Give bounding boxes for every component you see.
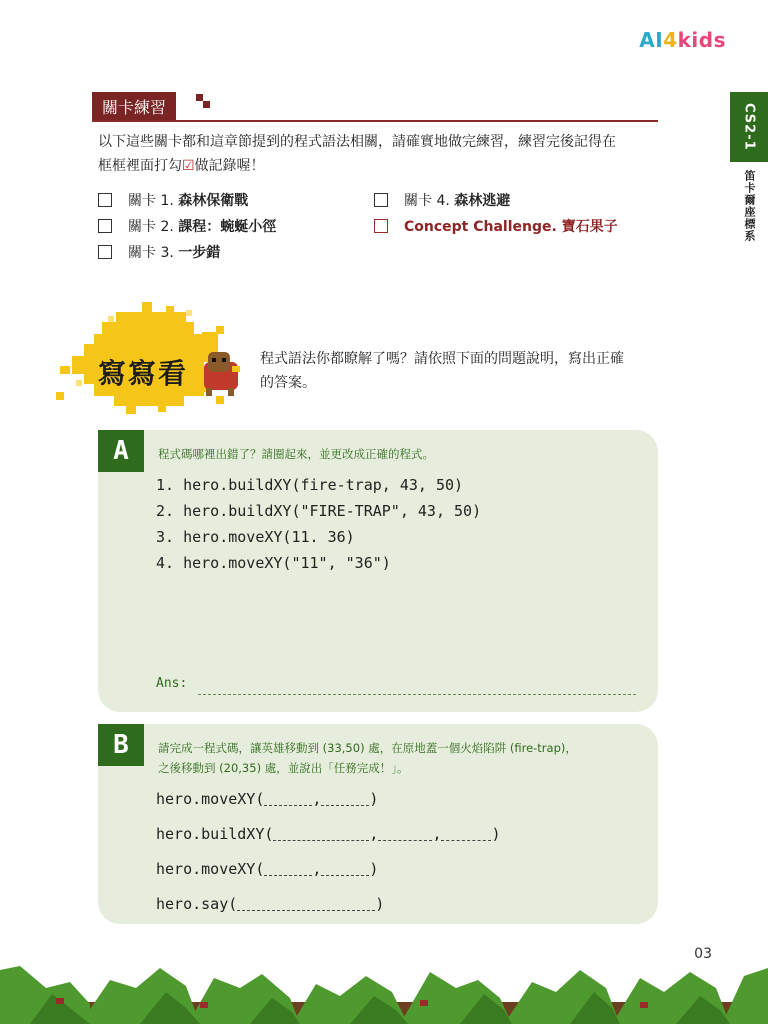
code-line: 2. hero.buildXY("FIRE-TRAP", 43, 50) <box>156 502 482 520</box>
exercise-card-b <box>98 724 658 924</box>
checkmark-icon: ☑ <box>182 158 195 174</box>
card-b-tag: B <box>98 724 144 766</box>
blank-field[interactable] <box>264 860 312 876</box>
answer-label: Ans: <box>156 676 188 691</box>
answer-line[interactable] <box>198 694 636 695</box>
chapter-code-box <box>730 92 768 162</box>
code-line-say: hero.say( ) <box>156 895 385 913</box>
blank-field[interactable] <box>441 825 491 841</box>
blank-field[interactable] <box>264 790 312 806</box>
forest-border-icon <box>0 958 768 1024</box>
checkbox[interactable] <box>98 245 112 259</box>
blank-field[interactable] <box>378 825 432 841</box>
list-item[interactable] <box>374 190 510 210</box>
chapter-code: CS2-1 <box>741 103 757 151</box>
checkbox[interactable] <box>98 193 112 207</box>
code-line: 4. hero.moveXY("11", "36") <box>156 554 391 572</box>
level-prefix: 關卡 1. <box>128 193 174 209</box>
page-number: 03 <box>694 946 712 962</box>
pixel-decoration-icon <box>196 94 210 108</box>
level-name: Concept Challenge. 寶石果子 <box>404 219 618 235</box>
write-instructions <box>260 347 664 395</box>
checkbox[interactable] <box>374 193 388 207</box>
instructions-text <box>98 130 664 178</box>
level-prefix: 關卡 3. <box>128 245 174 261</box>
code-line-build: hero.buildXY( , , ) <box>156 825 501 843</box>
card-b-question-line-1: 請完成一程式碼，讓英雄移動到 (33,50) 處，在原地蓋一個火焰陷阱 (fire-trap)， <box>158 741 577 755</box>
instructions-line-1: 以下這些關卡都和這章節提到的程式語法相關，請確實地做完練習，練習完後記得在 <box>98 134 616 150</box>
logo-ai: AI <box>639 28 664 52</box>
card-b-question-line-2: 之後移動到 (20,35) 處，並說出「任務完成！」。 <box>158 761 409 775</box>
level-name: 一步錯 <box>178 245 221 261</box>
blank-field[interactable] <box>321 860 369 876</box>
card-a-question: 程式碼哪裡出錯了？請圈起來，並更改成正確的程式。 <box>158 447 434 461</box>
ai4kids-logo <box>639 28 726 52</box>
level-prefix: 關卡 2. <box>128 219 174 235</box>
card-a-code <box>156 472 481 576</box>
level-name: 森林逃避 <box>454 193 511 209</box>
exercise-card-a <box>98 430 658 712</box>
chapter-title: 笛卡爾座標系 <box>743 170 756 242</box>
card-b-question <box>158 738 646 778</box>
list-item[interactable] <box>374 216 618 236</box>
code-line: 3. hero.moveXY(11. 36) <box>156 528 355 546</box>
chapter-side-tab <box>730 92 768 242</box>
logo-4: 4 <box>663 28 678 52</box>
list-item[interactable] <box>98 190 248 210</box>
write-line-2: 的答案。 <box>260 375 316 391</box>
instructions-line-2: 框框裡面打勾☑做記錄喔！ <box>98 158 265 174</box>
logo-kids: kids <box>677 28 726 52</box>
code-line-move-2: hero.moveXY( , ) <box>156 860 379 878</box>
card-b-code <box>156 786 501 926</box>
code-line-move-1: hero.moveXY( , ) <box>156 790 379 808</box>
level-prefix: 關卡 4. <box>404 193 450 209</box>
write-line-1: 程式語法你都瞭解了嗎？請依照下面的問題說明，寫出正確 <box>260 351 624 367</box>
checkbox[interactable] <box>374 219 388 233</box>
code-line: 1. hero.buildXY(fire-trap, 43, 50) <box>156 476 464 494</box>
list-item[interactable] <box>98 216 276 236</box>
write-practice-badge <box>56 296 246 416</box>
blank-field[interactable] <box>273 825 369 841</box>
level-name: 森林保衛戰 <box>178 193 249 209</box>
level-name: 課程：蜿蜒小徑 <box>178 219 277 235</box>
blank-field[interactable] <box>321 790 369 806</box>
card-a-tag: A <box>98 430 144 472</box>
section-title: 關卡練習 <box>92 92 176 120</box>
section-header <box>92 92 658 122</box>
blank-field[interactable] <box>237 895 375 911</box>
checkbox[interactable] <box>98 219 112 233</box>
list-item[interactable] <box>98 242 220 262</box>
write-badge-title: 寫寫看 <box>98 357 189 390</box>
